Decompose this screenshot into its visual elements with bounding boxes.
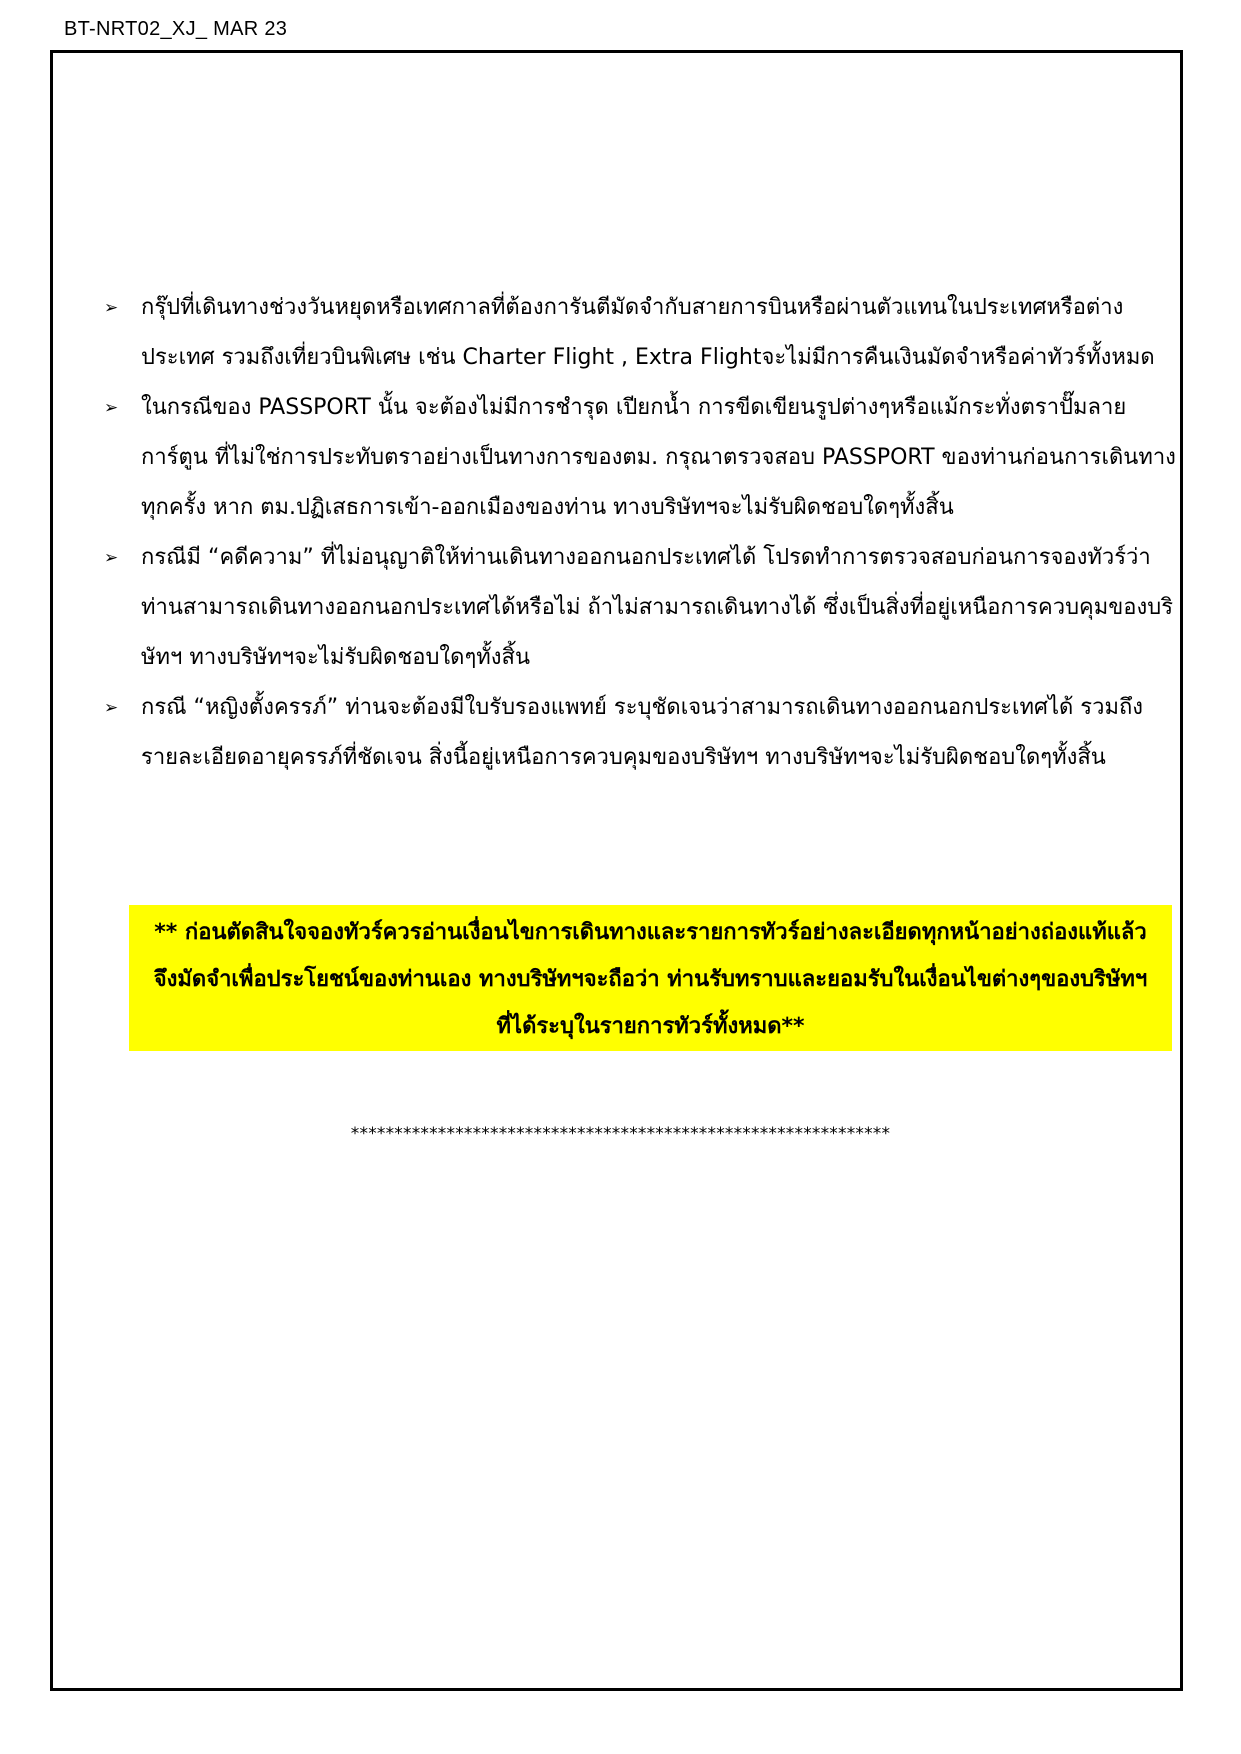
term-item xyxy=(100,383,1180,533)
arrowhead-bullet-icon: ➢ xyxy=(104,698,119,718)
end-divider: ************************************************************** xyxy=(350,1124,891,1144)
notice-box xyxy=(129,905,1172,1051)
document-code: BT-NRT02_XJ_ MAR 23 xyxy=(64,18,288,40)
arrowhead-bullet-icon: ➢ xyxy=(104,298,119,318)
terms-list xyxy=(100,283,1180,783)
term-text: กรุ๊ปที่เดินทางช่วงวันหยุดหรือเทศกาลที่ต้องการันตีมัดจำกับสายการบินหรือผ่านตัวแทนในประเทศหรือต่างประเทศ รวมถึงเที่ยวบินพิเศษ เช่น Charter Flight , Extra Flightจะไม่มีการคืนเงินมัดจำหรือค่าทัวร์ทั้งหมด xyxy=(141,295,1155,370)
arrowhead-bullet-icon: ➢ xyxy=(104,548,119,568)
term-item xyxy=(100,683,1180,783)
term-text: กรณีมี “คดีความ” ที่ไม่อนุญาติให้ท่านเดินทางออกนอกประเทศได้ โปรดทำการตรวจสอบก่อนการจองทัวร์ว่าท่านสามารถเดินทางออกนอกประเทศได้หรือไม่ ถ้าไม่สามารถเดินทางได้ ซึ่งเป็นสิ่งที่อยู่เหนือการควบคุมของบริษัทฯ ทางบริษัทฯจะไม่รับผิดชอบใดๆทั้งสิ้น xyxy=(141,545,1174,670)
notice-text: ** ก่อนตัดสินใจจองทัวร์ควรอ่านเงื่อนไขการเดินทางและรายการทัวร์อย่างละเอียดทุกหน้าอย่างถ่องแท้แล้วจึงมัดจำเพื่อประโยชน์ของท่านเอง ทางบริษัทฯจะถือว่า ท่านรับทราบและยอมรับในเงื่อนไขต่างๆของบริษัทฯที่ได้ระบุในรายการทัวร์ทั้งหมด** xyxy=(153,920,1148,1039)
term-text: กรณี “หญิงตั้งครรภ์” ท่านจะต้องมีใบรับรองแพทย์ ระบุชัดเจนว่าสามารถเดินทางออกนอกประเทศได้ รวมถึงรายละเอียดอายุครรภ์ที่ชัดเจน สิ่งนี้อยู่เหนือการควบคุมของบริษัทฯ ทางบริษัทฯจะไม่รับผิดชอบใดๆทั้งสิ้น xyxy=(141,695,1144,770)
term-item xyxy=(100,283,1180,383)
term-item xyxy=(100,533,1180,683)
arrowhead-bullet-icon: ➢ xyxy=(104,398,119,418)
term-text: ในกรณีของ PASSPORT นั้น จะต้องไม่มีการชำรุด เปียกน้ำ การขีดเขียนรูปต่างๆหรือแม้กระทั่งตราปั๊มลายการ์ตูน ที่ไม่ใช่การประทับตราอย่างเป็นทางการของตม. กรุณาตรวจสอบ PASSPORT ของท่านก่อนการเดินทางทุกครั้ง หาก ตม.ปฏิเสธการเข้า-ออกเมืองของท่าน ทางบริษัทฯจะไม่รับผิดชอบใดๆทั้งสิ้น xyxy=(141,395,1176,520)
